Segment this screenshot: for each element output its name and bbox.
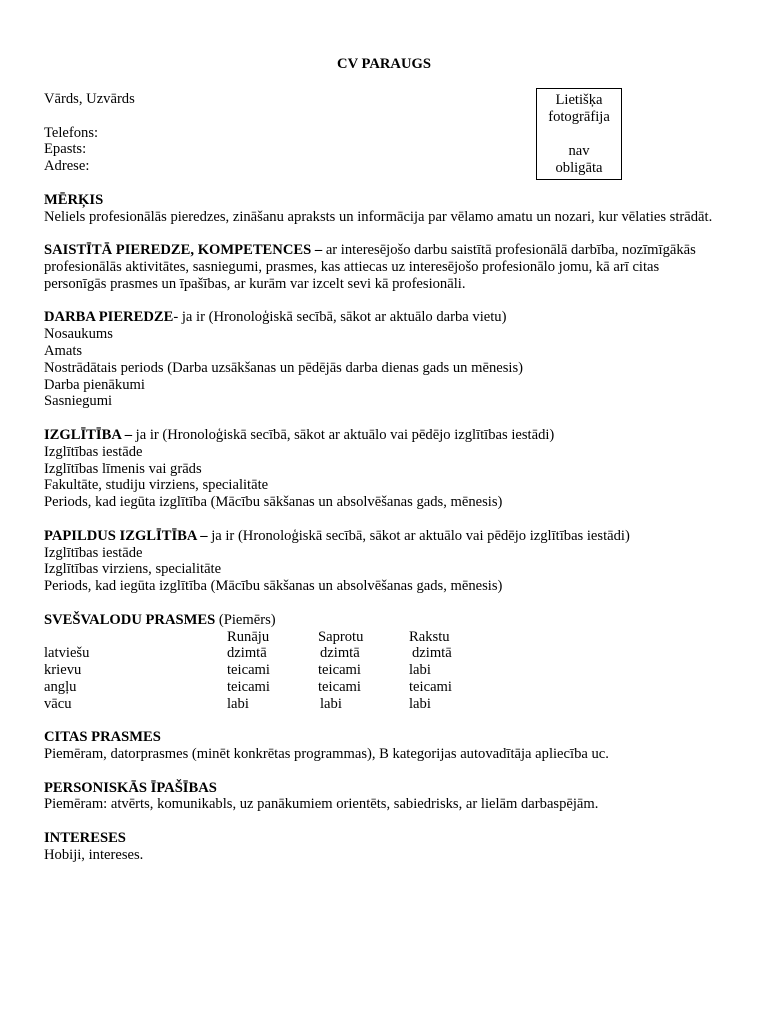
other-skills-text: Piemēram, datorprasmes (minēt konkrētas programmas), B kategorijas autovadītāja apliecība uc. [44,746,609,763]
photo-box-line-3: nav [568,143,590,159]
photo-box-line-4: obligāta [555,160,603,176]
spacer [44,293,714,310]
competences-section [44,242,714,292]
work-heading-line [44,309,714,326]
spacer [44,410,714,427]
education-item: Fakultāte, studiju virziens, specialitāte [44,477,269,494]
spacer [44,175,714,192]
language-row [44,679,714,696]
photo-box-line-2: fotogrāfija [548,109,610,125]
education-item: Izglītības iestāde [44,443,143,460]
personal-heading: PERSONISKĀS ĪPAŠĪBAS [44,779,217,796]
language-write: labi [409,695,431,712]
extra-education-heading-line [44,528,714,545]
education-item: Izglītības līmenis vai grāds [44,460,202,477]
spacer [44,813,714,830]
photo-box-line-1: Lietišķa [555,92,603,108]
language-row [44,662,714,679]
education-heading-line [44,427,714,444]
work-item: Nostrādātais periods (Darba uzsākšanas un pēdējās darba dienas gads un mēnesis) [44,359,524,376]
work-item: Darba pienākumi [44,376,145,393]
education-item: Periods, kad iegūta izglītība (Mācību sākšanas un absolvēšanas gads, mēnesis) [44,494,503,511]
languages-heading: SVEŠVALODU PRASMES [44,611,216,628]
language-name: latviešu [44,645,90,662]
languages-col-understand: Saprotu [318,628,364,645]
languages-note: (Piemērs) [215,611,276,628]
spacer [44,712,714,729]
competences-heading: SAISTĪTĀ PIEREDZE, KOMPETENCES – [44,242,323,259]
language-speak: labi [227,695,249,712]
name-field: Vārds, Uzvārds [44,91,135,107]
language-understand: dzimtā [320,645,360,662]
language-understand: teicami [318,662,361,679]
goal-heading: MĒRĶIS [44,191,104,208]
language-write: dzimtā [412,645,452,662]
languages-col-write: Rakstu [409,628,450,645]
language-speak: dzimtā [227,645,267,662]
address-field: Adrese: [44,158,90,175]
spacer [44,108,714,125]
spacer [44,595,714,612]
interests-text: Hobiji, intereses. [44,846,144,863]
spacer [44,763,714,780]
language-write: teicami [409,678,452,695]
personal-text: Piemēram: atvērts, komunikabls, uz panākumiem orientēts, sabiedrisks, ar lielām darbaspējām. [44,796,599,813]
language-row [44,645,714,662]
education-note: ja ir (Hronoloģiskā secībā, sākot ar aktuālo vai pēdējo izglītības iestādi) [132,426,555,443]
work-item: Amats [44,342,83,359]
spacer [44,511,714,528]
extra-education-item: Periods, kad iegūta izglītība (Mācību sākšanas un absolvēšanas gads, mēnesis) [44,578,503,595]
work-note: - ja ir (Hronoloģiskā secībā, sākot ar aktuālo darba vietu) [173,309,507,326]
work-item: Sasniegumi [44,393,113,410]
interests-heading: INTERESES [44,830,126,847]
languages-heading-line [44,612,714,629]
cv-body [44,91,714,864]
language-speak: teicami [227,678,270,695]
email-field: Epasts: [44,141,87,158]
extra-education-item: Izglītības iestāde [44,544,143,561]
language-understand: teicami [318,678,361,695]
language-write: labi [409,662,431,679]
language-name: angļu [44,678,77,695]
work-heading: DARBA PIEREDZE [44,309,174,326]
competences-text: ar interesējošo darbu saistītā profesionālā darbība, nozīmīgākās profesionālās aktivitātes, sasniegumi, prasmes, kas attiecas uz interesējošo profesionālo jomu, kā arī citas personīgās prasmes un īpašības, ar kurām var izcelt sevi kā profesionāli. [44,242,696,292]
other-skills-heading: CITAS PRASMES [44,729,161,746]
language-speak: teicami [227,662,270,679]
work-item: Nosaukums [44,326,113,343]
extra-education-note: ja ir (Hronoloģiskā secībā, sākot ar aktuālo vai pēdējo izglītības iestādi) [207,527,630,544]
education-heading: IZGLĪTĪBA – [44,426,133,443]
spacer [44,225,714,242]
language-name: vācu [44,695,72,712]
document-title: CV PARAUGS [337,56,431,72]
language-understand: labi [320,695,342,712]
language-name: krievu [44,662,82,679]
phone-field: Telefons: [44,124,99,141]
extra-education-item: Izglītības virziens, specialitāte [44,561,222,578]
languages-col-speak: Runāju [227,628,270,645]
languages-header-row [44,629,714,646]
language-row [44,696,714,713]
goal-text: Neliels profesionālās pieredzes, zināšanu apraksts un informācija par vēlamo amatu un nozari, kur vēlaties strādāt. [44,208,713,225]
extra-education-heading: PAPILDUS IZGLĪTĪBA – [44,527,208,544]
